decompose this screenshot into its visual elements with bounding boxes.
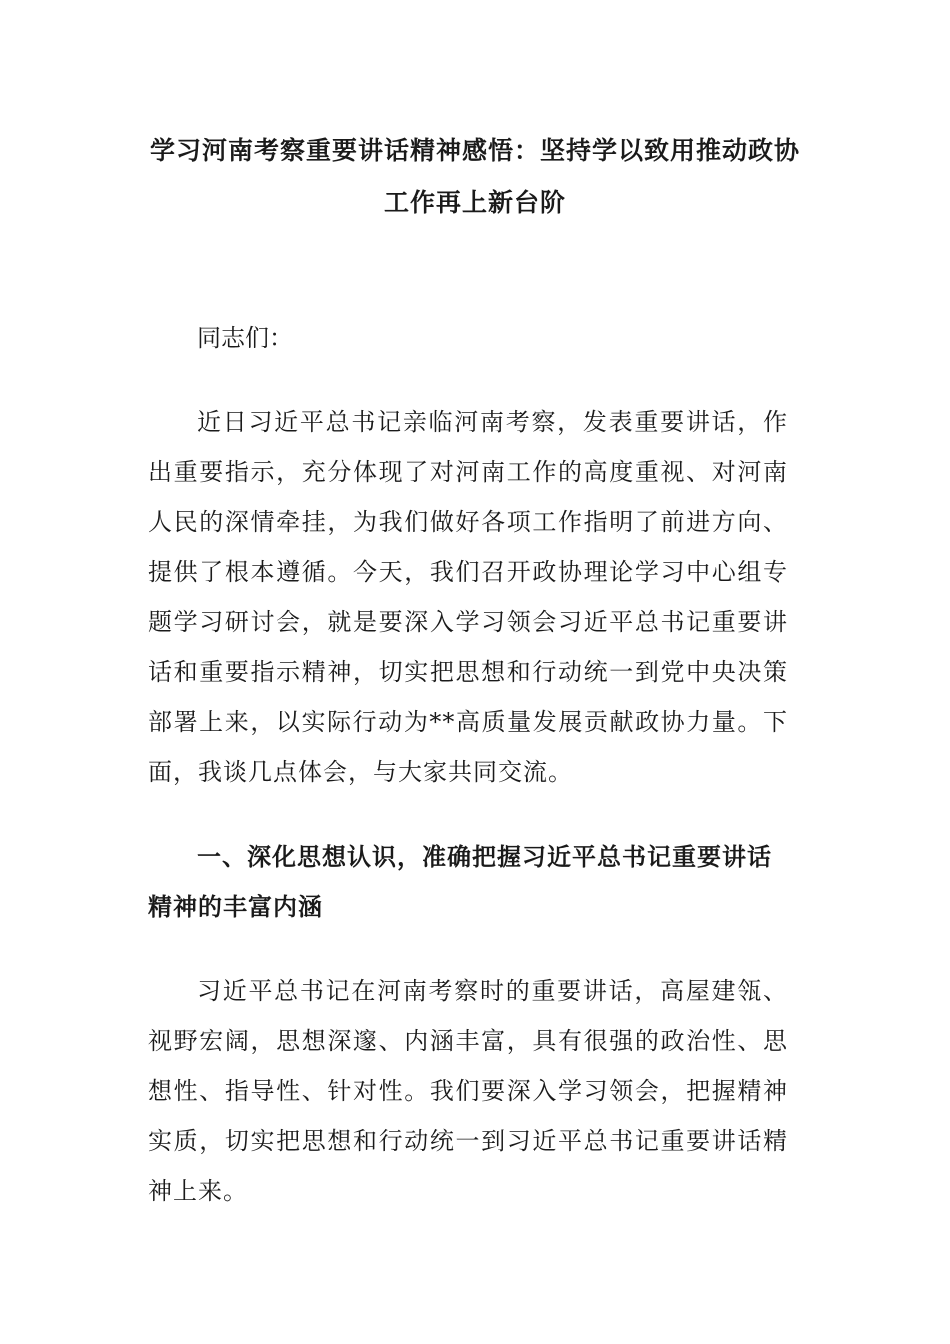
section-heading-1: 一、深化思想认识，准确把握习近平总书记重要讲话精神的丰富内涵 <box>148 843 772 921</box>
title-line-2: 工作再上新台阶 <box>383 188 566 217</box>
document-title <box>140 125 810 229</box>
salutation: 同志们： <box>197 324 293 352</box>
title-line-1: 学习河南考察重要讲话精神感悟：坚持学以致用推动政协 <box>149 136 800 165</box>
paragraph-section-1: 习近平总书记在河南考察时的重要讲话，高屋建瓴、视野宏阔，思想深邃、内涵丰富，具有很强的政治性、思想性、指导性、针对性。我们要深入学习领会，把握精神实质，切实把思想和行动统一到习近平总书记重要讲话精神上来。 <box>148 977 788 1205</box>
paragraph-intro: 近日习近平总书记亲临河南考察，发表重要讲话，作出重要指示，充分体现了对河南工作的高度重视、对河南人民的深情牵挂，为我们做好各项工作指明了前进方向、提供了根本遵循。今天，我们召开政协理论学习中心组专题学习研讨会，就是要深入学习领会习近平总书记重要讲话和重要指示精神，切实把思想和行动统一到党中央决策部署上来，以实际行动为**高质量发展贡献政协力量。下面，我谈几点体会，与大家共同交流。 <box>148 408 788 786</box>
